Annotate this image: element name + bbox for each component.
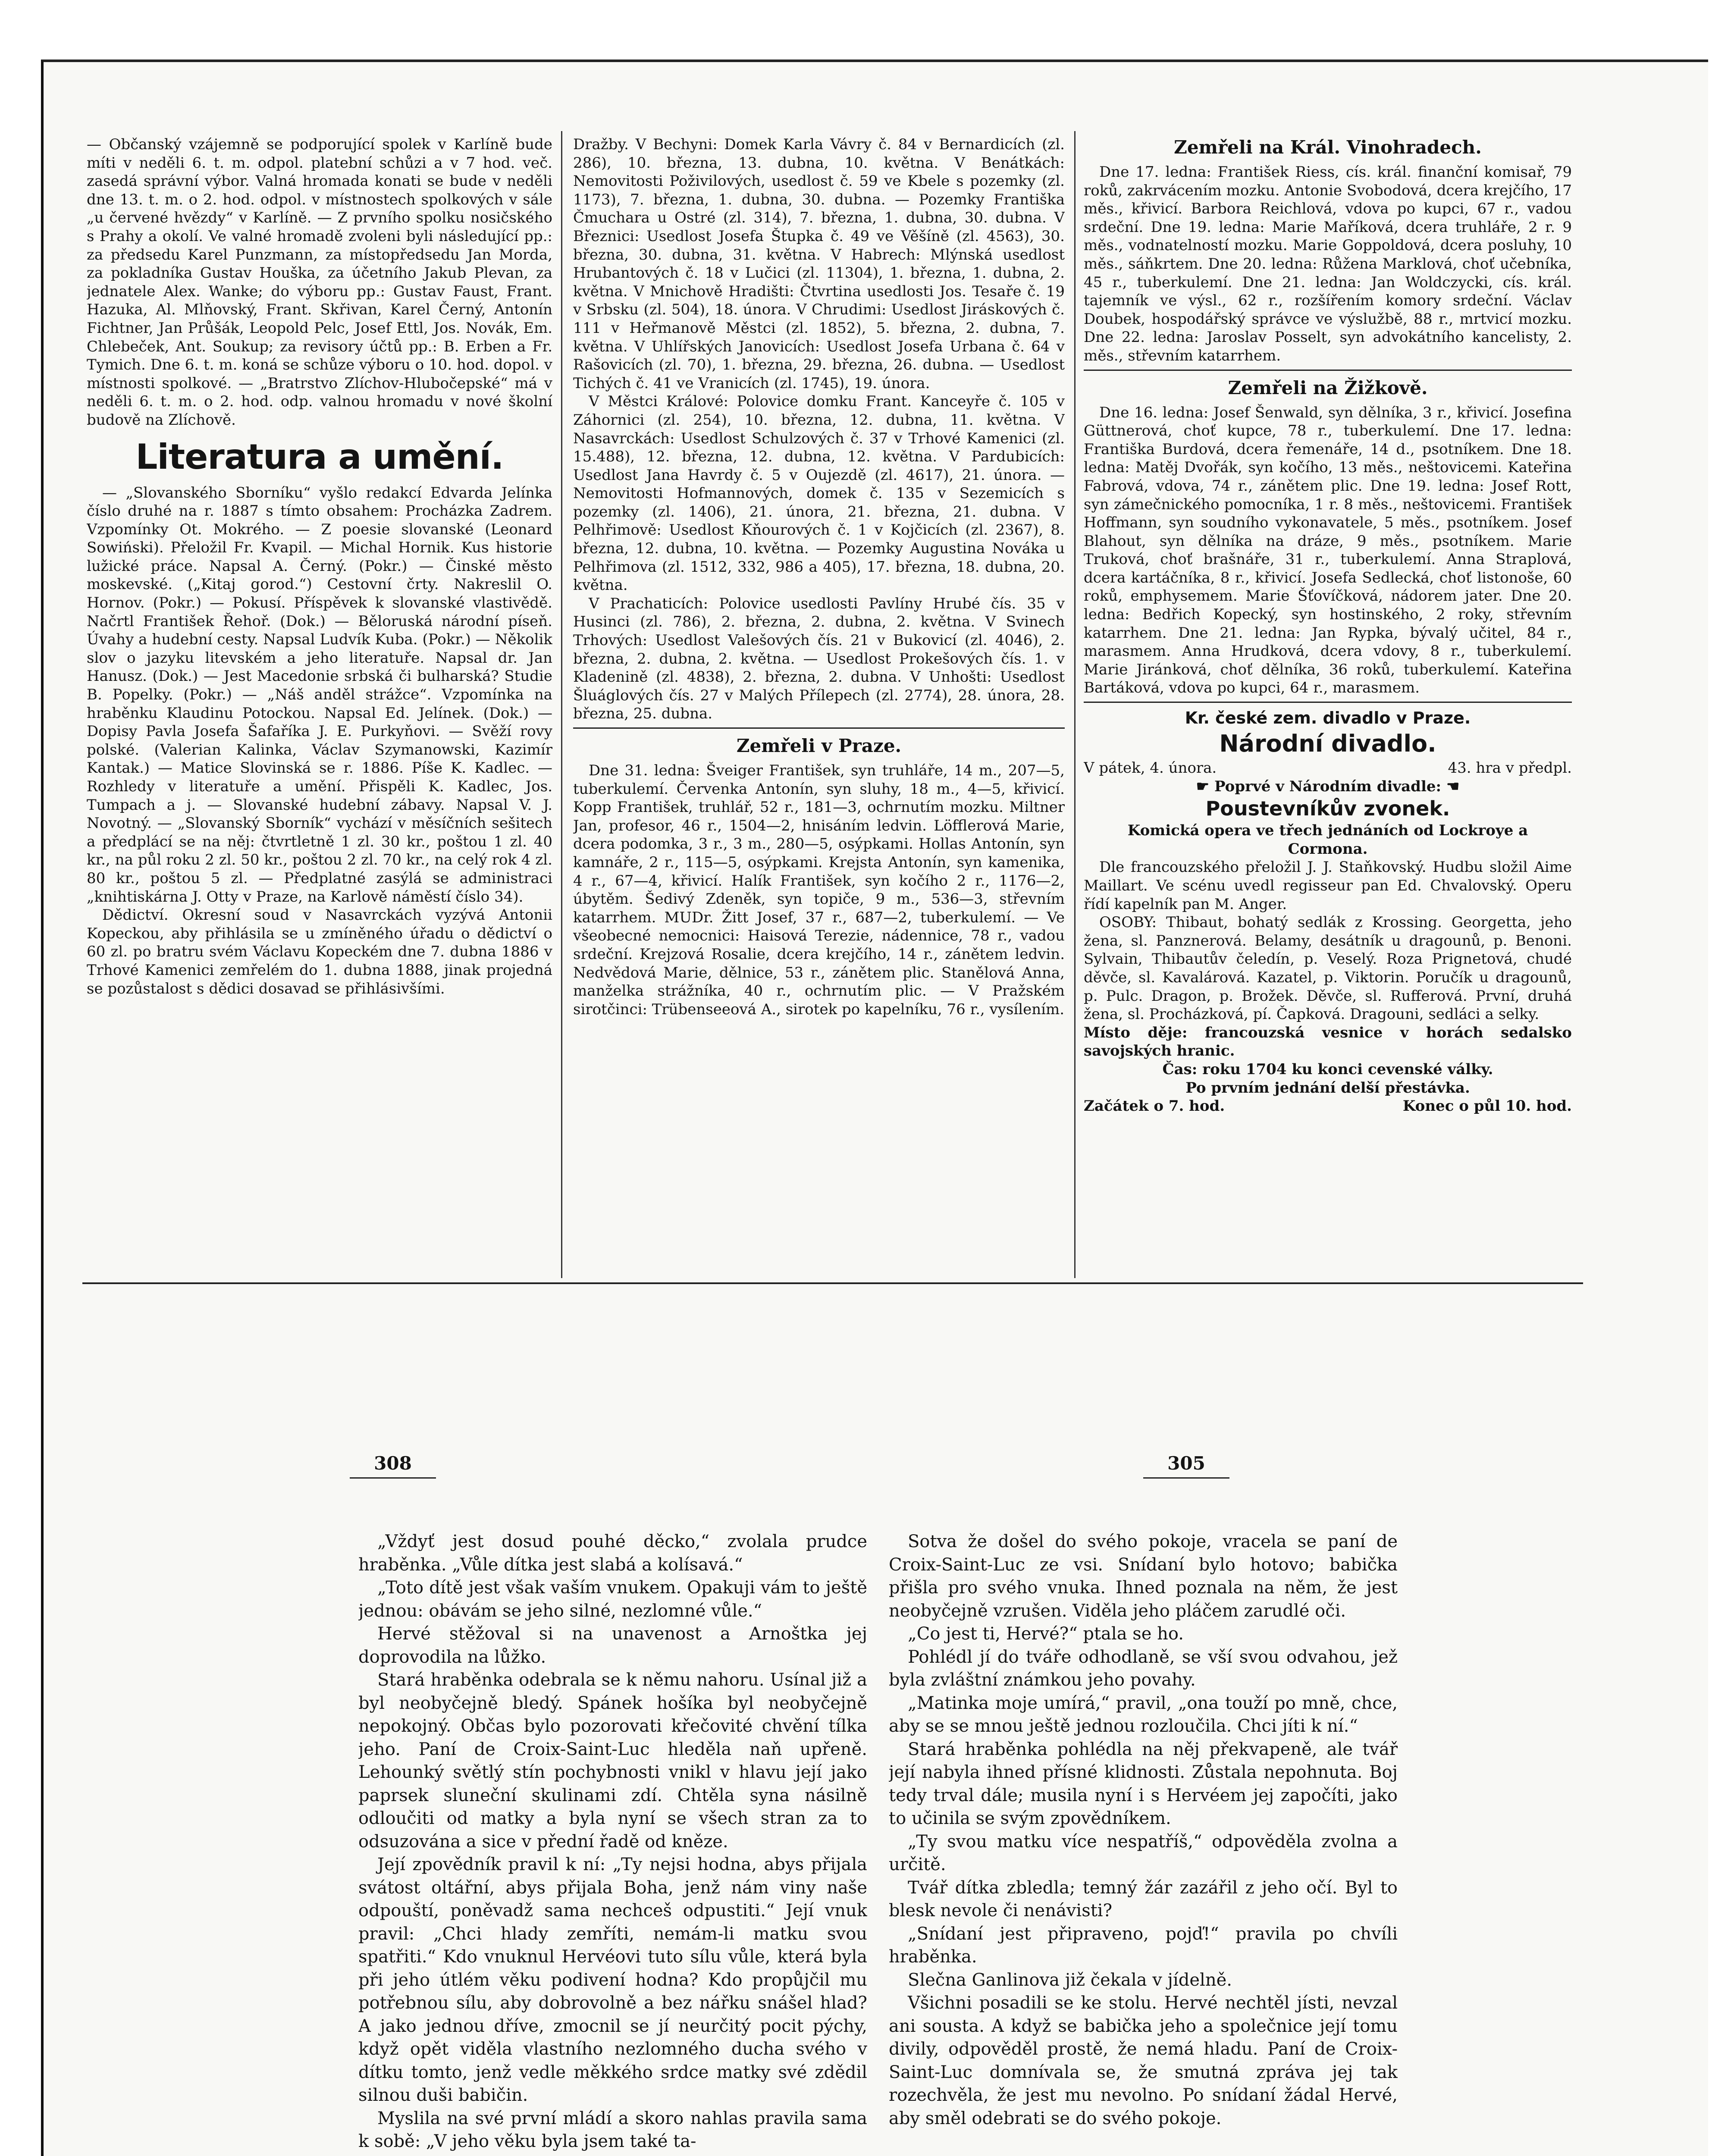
intermission-note: Po prvním jednání delší přestávka. [1185,1079,1470,1097]
association-notice: — Občanský vzájemně se podporující spolek v Karlíně bude míti v neděli 6. t. m. odpol. platební schůzi a v 7 hod. več. zasedá správní výbor. Valná hromada konati se bude v neděli dne 13. t. m. o 2. hod. odpol. v místnostech spolkových v sále „u červené hvězdy“ v Karlíně. — Z prvního spolku nosičského s Prahy a okolí. Ve valné hromadě zvoleni byli následující pp.: za předsedu Karel Punzmann, za místopředsedu Jan Morda, za pokladníka Gustav Houška, za účetního Jakub Plevan, za jednatele Alex. Wanke; do výboru pp.: Gustav Faust, Frant. Hazuka, Al. Mlňovský, Frant. Skřivan, Karel Černý, Antonín Fichtner, Jan Průšák, Leopold Pelc, Josef Ettl, Jos. Novák, Em. Chlebeček, Ant. Soukup; za revisory účtů pp.: B. Erben a Fr. Tymich. Dne 6. t. m. koná se schůze výboru o 10. hod. dopol. v místnosti spolkové. — „Bratrstvo Zlíchov-Hlubočepské“ má v neděli 6. t. m. o 2. hod. odp. valnou hromadu v nové školní budově na Zlíchově. [87,136,552,429]
auction-notice-2: V Městci Králové: Polovice domku Frant. Kanceyře č. 105 v Záhornici (zl. 254), 10. března, 12. dubna, 11. května. V Nasavrckách: Usedlost Schulzových č. 37 v Trhové Kamenici (zl. 15.488), 12. března, 12. dubna, 12. května. V Pardubicích: Usedlost Jana Havrdy č. 5 v Oujezdě (zl. 4617), 21. února. — Nemovitosti Hofmannových, domek č. 135 v Sezemicích s pozemky (zl. 1406), 21. února, 21. března, 21. dubna. V Pelhřimově: Usedlost Kňourových č. 1 v Kojčicích (zl. 2367), 8. března, 12. dubna, 10. května. — Pozemky Augustina Nováka u Pelhřimova (zl. 1512, 332, 986 a 405), 17. března, 18. dubna, 20. května. [573,393,1065,594]
book-paragraph: „Matinka moje umírá,“ pravil, „ona touží po mně, chce, aby se se mnou ještě jednou rozloučila. Chci jíti k ní.“ [889,1693,1398,1736]
performance-times [1084,1097,1572,1116]
premiere-line [1084,777,1572,796]
section-rule [573,727,1065,729]
deaths-prague-title: Zemřeli v Praze. [736,735,902,756]
book-paragraph: „Toto dítě jest však vaším vnukem. Opakuji vám to ještě jednou: obávám se jeho silné, nezlomné vůle.“ [358,1578,867,1621]
book-paragraph: Sotva že došel do svého pokoje, vracela se paní de Croix-Saint-Luc ze vsi. Snídaní bylo hotovo; babička přišla pro svého vnuka. Ihned poznala na něm, že jest neobyčejně vzrušen. Viděla jeho pláčem zarudlé oči. [889,1532,1398,1621]
book-paragraph: „Vždyť jest dosud pouhé děcko,“ zvolala prudce hraběnka. „Vůle dítka jest slabá a kolísavá.“ [358,1532,867,1575]
opera-time: Čas: roku 1704 ku konci cevenské války. [1162,1060,1493,1078]
book-paragraph: Stará hraběnka pohlédla na něj překvapeně, ale tvář její nabyla ihned přísné klidnosti. Zůstala nepohnuta. Boj tedy trval dále; musila nyní i s Hervéem jej započíti, jako to učinila se svým zpovědníkem. [889,1739,1398,1828]
book-paragraph: Hervé stěžoval si na unavenost a Arnoštka jej doprovodila na lůžko. [358,1624,867,1667]
book-page-right [889,1530,1398,2156]
premiere-label: Poprvé v Národním divadle: [1214,777,1442,795]
deaths-zizkov-title: Zemřeli na Žižkově. [1228,377,1428,398]
book-paragraph: Tvář dítka zbledla; temný žár zazářil z jeho očí. Byl to blesk nevole či nenávisti? [889,1877,1398,1921]
start-time: Začátek o 7. hod. [1084,1097,1225,1115]
opera-title: Poustevníkův zvonek. [1205,797,1450,821]
book-paragraph: „Co jest ti, Hervé?“ ptala se ho. [908,1624,1184,1644]
deaths-vinohrady-title: Zemřeli na Král. Vinohradech. [1174,137,1482,158]
end-time: Konec o půl 10. hod. [1402,1097,1572,1115]
book-paragraph: Pohlédl jí do tváře odhodlaně, se vší svou odvahou, jež byla zvláštní známkou jeho povahy. [889,1647,1398,1690]
literature-section-title: Literatura a umění. [135,436,504,477]
book-page-left [358,1530,867,2156]
book-paragraph: Její zpovědník pravil k ní: „Ty nejsi hodna, abys přijala svátost oltářní, abys přijala Boha, jenž nám viny naše odpouští, poněvadž sama nechceš odpustiti.“ Její vnuk pravil: „Chci hlady zemříti, nemám-li matku svou spatřiti.“ Kdo vnuknul Hervéovi tuto sílu vůle, která byla při jeho útlém věku podivení hodna? Kdo propůjčil mu potřebnou sílu, aby dobrovolně a bez nářku snášel hlad? A jako jednou dříve, zmocnil se jí neurčitý pocit pýchy, když opět viděla vlastního nezlomného ducha svého v dítku tomto, jenž vedle měkkého srdce matky své zdědil silnou duši babičin. [358,1855,867,2105]
book-paragraph: Stará hraběnka odebrala se k němu nahoru. Usínal již a byl neobyčejně bledý. Spánek hošíka byl neobyčejně nepokojný. Občas bylo pozorovati křečovité chvění tílka jeho. Paní de Croix-Saint-Luc hleděla naň upřeně. Lehounký světlý stín pochybnosti vnikl v hlavu její jako paprsek sluneční skulinami zdí. Chtěla syna násilně odloučiti od matky a byla nyní se všech stran za to odsuzována a sice v přední řadě od kněze. [358,1670,867,1852]
pointing-hand-icon: ☚ [1441,777,1460,795]
deaths-prague-list: Dne 31. ledna: Šveiger František, syn truhláře, 14 m., 207—5, tuberkulemí. Červenka Antonín, syn sluhy, 18 m., 4—5, křivicí. Kopp František, truhlář, 52 r., 181—3, ochrnutím mozku. Miltner Jan, profesor, 46 r., 1504—2, hnisáním ledvin. Löfflerová Marie, dcera podomka, 3 r., 3 m., 280—5, osýpkami. Hollas Antonín, syn kamnáře, 2 r., 115—5, osýpkami. Krejsta Antonín, syn kamenika, 4 r., 67—4, křivicí. Halík František, syn kočího 2 r., 1176—2, úbytěm. Šedivý Zdeněk, syn topiče, 9 m., 536—3, střevním katarrhem. MUDr. Žitt Josef, 37 r., 687—2, tuberkulemí. — Ve všeobecné nemocnici: Haisová Terezie, nádennice, 78 r., vadou srdeční. Krejzová Rosalie, dcera krejčího, 14 r., zánětem ledvin. Nedvědová Marie, dělnice, 53 r., zánětem plic. Stanělová Anna, manželka strážníka, 40 r., ochrnutím plic. — V Pražském sirotčinci: Trübenseeová A., sirotek po kapelníku, 76 r., vysílením. [573,762,1065,1018]
deaths-vinohrady-list: Dne 17. ledna: František Riess, cís. král. finanční komisař, 79 roků, zakrvácením mozku. Antonie Svobodová, dcera krejčího, 17 měs., křivicí. Barbora Reichlová, vdova po kupci, 67 r., vadou srdeční. Dne 19. ledna: Marie Maříková, dcera truhláře, 2 r. 9 měs., vodnatelností mozku. Marie Goppoldová, dcera posluhy, 10 měs., sáňkrtem. Dne 20. ledna: Růžena Marklová, choť učebníka, 45 r., tuberkulemí. Dne 21. ledna: Jan Woldczycki, cís. král. tajemník ve výsl., 62 r., rozšířením komory srdeční. Václav Doubek, hospodářský správce ve výslužbě, 88 r., mrtvicí mozku. Dne 22. ledna: Jaroslav Posselt, syn advokátního kancelisty, 2. měs., střevním katarrhem. [1084,163,1572,364]
opera-cast: OSOBY: Thibaut, bohatý sedlák z Krossing. Georgetta, jeho žena, sl. Panznerová. Belamy, desátník u dragounů, p. Benoni. Sylvain, Thibautův čeledín, p. Veselý. Roza Prignetová, chudé děvče, sl. Kavalárová. Kazatel, p. Viktorin. Poručík u dragounů, p. Pulc. Dragon, p. Brožek. Děvče, sl. Rufferová. První, druhá žena, sl. Procházková, pí. Čapková. Dragouni, sedláci a selky. [1084,914,1572,1023]
national-theatre-title: Národní divadlo. [1219,730,1436,758]
performance-date-row [1084,759,1572,777]
book-paragraph: „Ty svou matku více nespatříš,“ odpověděla zvolna a určitě. [889,1831,1398,1874]
auction-notice-3: V Prachaticích: Polovice usedlosti Pavlíny Hrubé čís. 35 v Husinci (zl. 786), 2. března, 2. dubna, 2. května. V Svinech Trhových: Usedlost Valešových čís. 21 v Bukovicí (zl. 4046), 2. března, 2. dubna, 2. května. — Usedlost Prokešových čís. 1. v Kladenině (zl. 4838), 2. března, 2. dubna. V Unhošti: Usedlost Šluáglových čís. 27 v Malých Přílepech (zl. 2774), 28. února, 28. března, 25. dubna. [573,595,1065,723]
section-rule [1084,370,1572,371]
column-divider-1 [561,131,562,1278]
right-page-number: 305 [1143,1453,1229,1479]
book-paragraph: Všichni posadili se ke stolu. Hervé nechtěl jísti, nevzal ani sousta. A když se babička jeho a společnice její tomu divily, odpověděl prostě, že nemá hladu. Paní de Croix-Saint-Luc domnívala se, že smutná zpráva jej tak rozechvěla, že jest mu nevolno. Po snídaní žádal Hervé, aby směl odebrati se do svého pokoje. [889,1993,1398,2128]
clipping-bottom-rule [82,1282,1583,1284]
opera-credits: Dle francouzského přeložil J. J. Staňkovský. Hudbu složil Aime Maillart. Ve scénu uvedl regisseur pan Ed. Chvalovský. Operu řídí kapelník pan M. Anger. [1084,859,1572,913]
book-paragraph: „Snídaní jest připraveno, pojď!“ pravila po chvíli hraběnka. [889,1924,1398,1967]
book-paragraph: Slečna Ganlinova již čekala v jídelně. [908,1970,1232,1990]
inheritance-notice: Dědictví. Okresní soud v Nasavrckách vyzývá Antonii Kopeckou, aby přihlásila se u zmíněného úřadu o dědictví o 60 zl. po bratru svém Václavu Kopeckém dne 7. dubna 1886 v Trhové Kamenici zemřelém do 1. dubna 1888, jinak projedná se pozůstalost s dědici dosavad se přihlásivšími. [87,906,552,997]
news-column-left [87,135,552,1274]
subscription-number: 43. hra v předpl. [1448,759,1572,777]
opera-genre-authors: Cormona. [1288,840,1368,858]
column-divider-2 [1074,131,1076,1278]
theatre-header: Kr. české zem. divadlo v Praze. [1185,708,1471,728]
left-page-number: 308 [350,1453,436,1479]
opera-place: Místo děje: francouzská vesnice v horách sedalsko savojských hranic. [1084,1024,1572,1060]
auction-notice-1: Dražby. V Bechyni: Domek Karla Vávry č. 84 v Bernardicích (zl. 286), 10. března, 13. dubna, 10. května. V Benátkách: Nemovitosti Poživilových, usedlost č. 59 ve Kbele s pozemky (zl. 1173), 7. března, 1. dubna, 30. dubna. — Pozemky Františka Čmuchara u Ostré (zl. 314), 7. března, 1. dubna, 30. dubna. V Březnici: Usedlost Josefa Štupka č. 49 ve Věšíně (zl. 4563), 30. března, 30. dubna, 31. května. V Habrech: Mlýnská usedlost Hrubantových č. 18 v Lučici (zl. 11304), 1. března, 1. dubna, 2. května. V Mnichově Hradišti: Čtvrtina usedlosti Jos. Tesaře č. 19 v Srbsku (zl. 504), 18. února. V Chrudimi: Usedlost Jiráskových č. 111 v Heřmanově Městci (zl. 1852), 5. března, 2. dubna, 7. května. V Uhlířských Janovicích: Usedlost Josefa Urbana č. 64 v Rašovicích (zl. 70), 1. března, 29. března, 26. dubna. — Usedlost Tichých č. 41 ve Vranicích (zl. 1745), 19. února. [573,136,1065,392]
book-paragraph: Myslila na své první mládí a skoro nahlas pravila sama k sobě: „V jeho věku byla jsem také ta- [358,2108,867,2151]
deaths-zizkov-list: Dne 16. ledna: Josef Šenwald, syn dělníka, 3 r., křivicí. Josefina Güttnerová, choť kupce, 78 r., tuberkulemí. Dne 17. ledna: Františka Burdová, dcera řemenáře, 14 d., psotníkem. Dne 18. ledna: Matěj Dvořák, syn kočího, 13 měs., neštovicemi. Kateřina Fabrová, vdova, 74 r., zánětem plic. Dne 19. ledna: Josef Rott, syn zámečnického pomocníka, 1 r. 8 měs., neštovicemi. František Hoffmann, syn soudního vykonavatele, 5 měs., psotníkem. Josef Blahout, syn dělníka na dráze, 9 měs., psotníkem. Marie Truková, choť brašnáře, 31 r., tuberkulemí. Anna Straplová, dcera kartáčníka, 8 r., křivicí. Josefa Sedlecká, choť listonoše, 60 roků, emphysemem. Marie Šťovíčková, nádorem jater. Dne 20. ledna: Bedřich Kopecký, syn hostinského, 2 roky, střevním katarrhem. Dne 21. ledna: Jan Rypka, bývalý učitel, 84 r., marasmem. Anna Hrudková, dcera vdovy, 8 r., tuberkulemí. Marie Jiránková, choť dělníka, 36 roků, tuberkulemí. Kateřina Bartáková, vdova po kupci, 64 r., marasmem. [1084,404,1572,697]
news-column-middle [573,135,1065,1300]
sbornik-notice: — „Slovanského Sborníku“ vyšlo redakcí Edvarda Jelínka číslo druhé na r. 1887 s tímto obsahem: Procházka Zadrem. Vzpomínky Ot. Mokrého. — Z poesie slovanské (Leonard Sowiński). Přeložil Fr. Kvapil. — Michal Hornik. Kus historie lužické práce. Napsal A. Černý. (Pokr.) — Činské město moskevské. („Kitaj gorod.“) Cestovní črty. Nakreslil O. Hornov. (Pokr.) — Pokusí. Příspěvek k slovanské vlastivědě. Načrtl František Řehoř. (Dok.) — Běloruská národní píseň. Úvahy a hudební cesty. Napsal Ludvík Kuba. (Pokr.) — Několik slov o jazyku litevském a jeho literatuře. Napsal dr. Jan Hanusz. (Dok.) — Jest Macedonie srbská či bulharská? Studie B. Popelky. (Pokr.) — „Náš anděl strážce“. Vzpomínka na hraběnku Klaudinu Potockou. Napsal Ed. Jelínek. (Dok.) — Dopisy Pavla Josefa Šafaříka J. E. Purkyňovi. — Svěží rovy polské. (Valerian Kalinka, Václav Szymanowski, Kazimír Kantak.) — Matice Slovinská se r. 1886. Píše K. Kadlec. — Rozhledy v literatuře a umění. Přispěli K. Kadlec, Jos. Tumpach a j. — Slovanské hudební zábavy. Napsal V. J. Novotný. — „Slovanský Sborník“ vychází v měsíčních sešitech a předplácí se na něj: čtvrtletně 1 zl. 30 kr., poštou 1 zl. 40 kr., na půl roku 2 zl. 50 kr., poštou 2 zl. 70 kr., na celý rok 4 zl. 80 kr., poštou 5 zl. — Předplatné zasýlá se administraci „knihtiskárna J. Otty v Praze, na Karlově náměstí číslo 34). [87,484,552,906]
news-column-right [1084,135,1572,1274]
section-rule [1084,702,1572,703]
pointing-hand-icon: ☛ [1196,777,1214,795]
opera-genre: Komická opera ve třech jednáních od Lockroye a [1127,822,1528,840]
scanned-page [41,60,1708,2156]
performance-date: V pátek, 4. února. [1084,759,1217,777]
